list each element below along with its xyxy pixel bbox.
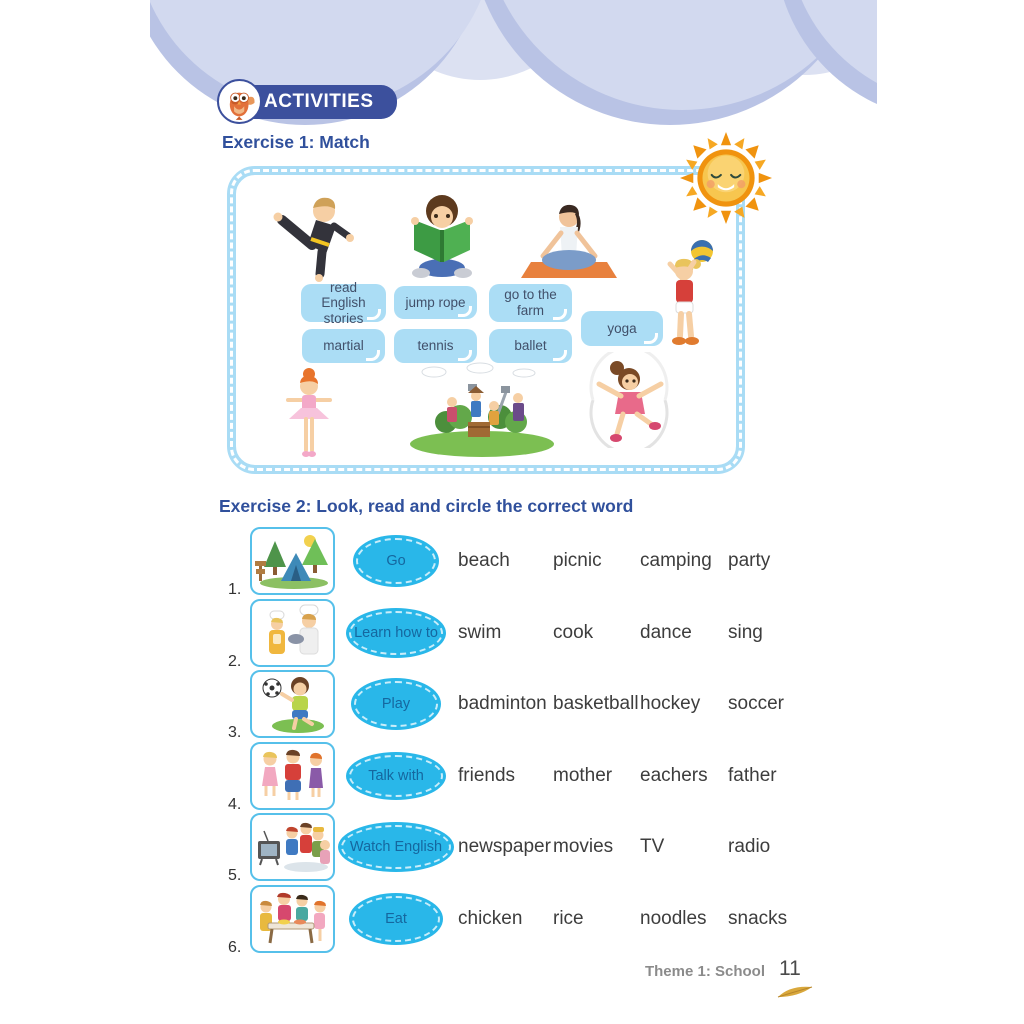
illustration-yoga-woman[interactable] (513, 198, 625, 286)
option-word[interactable]: father (728, 765, 777, 786)
option-word[interactable]: rice (553, 908, 584, 929)
owl-icon (223, 84, 257, 120)
exercise2-row-3 (219, 670, 819, 741)
option-word[interactable]: basketball (553, 693, 639, 714)
match-label-martial[interactable]: martial (302, 329, 385, 363)
option-word[interactable]: radio (728, 836, 771, 857)
row-number: 2. (228, 653, 242, 670)
illustration-reading-boy[interactable] (403, 190, 481, 285)
image-cooking-scene (250, 599, 335, 667)
match-label-go-to-the-farm[interactable]: go to the farm (489, 284, 572, 322)
option-word[interactable]: mother (553, 765, 613, 786)
illustration-martial-arts-kid[interactable] (262, 190, 362, 285)
row-number: 5. (228, 867, 242, 884)
image-kids-watching-tv (250, 813, 335, 881)
option-word[interactable]: chicken (458, 908, 523, 929)
option-word[interactable]: swim (458, 622, 502, 643)
exercise2-row-6 (219, 885, 819, 956)
image-kids-eating (250, 885, 335, 953)
option-word[interactable]: friends (458, 765, 516, 786)
match-label-ballet[interactable]: ballet (489, 329, 572, 363)
verb-oval-watch-english: Watch English (341, 825, 451, 869)
activities-banner-label: ACTIVITIES (264, 91, 374, 112)
option-word[interactable]: hockey (640, 693, 701, 714)
illustration-jump-rope-girl[interactable] (583, 352, 675, 448)
option-word[interactable]: beach (458, 550, 510, 571)
illustration-farm-scene[interactable] (402, 360, 562, 460)
option-word[interactable]: camping (640, 550, 712, 571)
option-word[interactable]: movies (553, 836, 614, 857)
image-soccer-boy (250, 670, 335, 738)
option-word[interactable]: eachers (640, 765, 708, 786)
footer-page-number: 11 (779, 957, 801, 980)
option-word[interactable]: newspaper (458, 836, 551, 857)
match-label-jump-rope[interactable]: jump rope (394, 286, 477, 319)
option-word[interactable]: dance (640, 622, 692, 643)
sun-icon (680, 132, 772, 224)
match-label-yoga[interactable]: yoga (581, 311, 663, 346)
option-word[interactable]: party (728, 550, 771, 571)
match-label-tennis[interactable]: tennis (394, 329, 477, 363)
image-camping-scene (250, 527, 335, 595)
exercise2-row-4 (219, 742, 819, 813)
verb-oval-talk-with: Talk with (349, 755, 443, 797)
row-number: 6. (228, 939, 242, 956)
verb-oval-learn-how-to: Learn how to (349, 611, 443, 655)
row-number: 3. (228, 724, 242, 741)
match-label-read-english-stories[interactable]: read English stories (301, 284, 386, 322)
row-number: 1. (228, 581, 242, 598)
option-word[interactable]: TV (640, 836, 665, 857)
option-word[interactable]: noodles (640, 908, 707, 929)
footer-theme-label: Theme 1: School (644, 963, 765, 980)
owl-badge (217, 79, 262, 124)
verb-oval-eat: Eat (352, 896, 440, 942)
option-word[interactable]: picnic (553, 550, 602, 571)
clouds-decoration (150, 0, 877, 150)
illustration-ballet-girl[interactable] (276, 366, 342, 464)
verb-oval-play: Play (354, 681, 438, 727)
row-number: 4. (228, 796, 242, 813)
option-word[interactable]: soccer (728, 693, 784, 714)
option-word[interactable]: badminton (458, 693, 547, 714)
verb-oval-go: Go (356, 538, 436, 584)
exercise2-row-2 (219, 599, 819, 670)
option-word[interactable]: sing (728, 622, 763, 643)
image-talking-kids (250, 742, 335, 810)
exercise2-row-1 (219, 527, 819, 598)
exercise1-title: Exercise 1: Match (222, 132, 370, 152)
exercise2-row-5 (219, 813, 819, 884)
exercise2-title: Exercise 2: Look, read and circle the correct word (219, 496, 634, 516)
option-word[interactable]: snacks (728, 908, 788, 929)
option-word[interactable]: cook (553, 622, 594, 643)
feather-icon (776, 984, 814, 999)
